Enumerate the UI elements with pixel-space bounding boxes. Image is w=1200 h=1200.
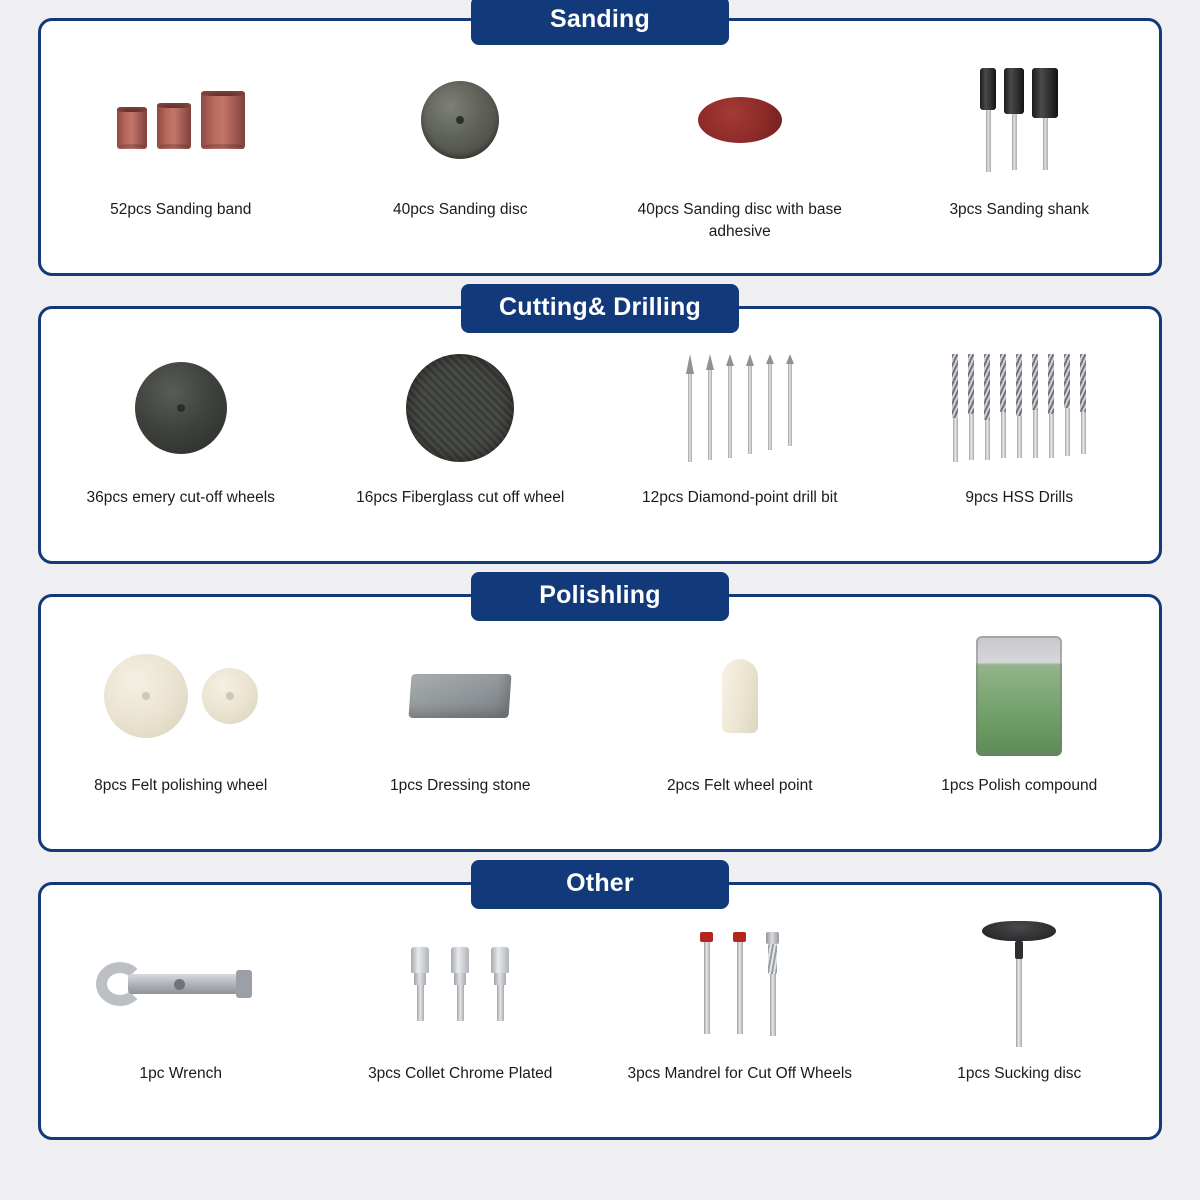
item-caption: 8pcs Felt polishing wheel bbox=[94, 777, 268, 794]
item-sanding-disc-adhesive bbox=[600, 55, 880, 273]
section-title-polishing: Polishling bbox=[471, 572, 729, 621]
section-title-sanding: Sanding bbox=[471, 0, 729, 45]
item-sanding-disc bbox=[321, 55, 601, 273]
item-mandrel-for-cut-off-wheels bbox=[600, 919, 880, 1137]
dressing-stone-icon bbox=[321, 631, 601, 761]
item-felt-wheel-point bbox=[600, 631, 880, 849]
sanding-band-icon bbox=[41, 55, 321, 185]
item-hss-drills bbox=[880, 343, 1160, 561]
item-collet-chrome-plated bbox=[321, 919, 601, 1137]
sucking-disc-icon bbox=[880, 919, 1160, 1049]
sanding-shank-icon bbox=[880, 55, 1160, 185]
item-caption: 9pcs HSS Drills bbox=[965, 489, 1074, 506]
section-items bbox=[41, 597, 1159, 849]
section-title-other: Other bbox=[471, 860, 729, 909]
section-cutting-drilling bbox=[38, 293, 1162, 564]
collet-icon bbox=[321, 919, 601, 1049]
felt-wheel-point-icon bbox=[600, 631, 880, 761]
sanding-disc-adhesive-icon bbox=[600, 55, 880, 185]
section-other bbox=[38, 869, 1162, 1140]
item-caption: 40pcs Sanding disc bbox=[393, 201, 528, 218]
section-items bbox=[41, 21, 1159, 273]
item-felt-polishing-wheel bbox=[41, 631, 321, 849]
hss-drill-icon bbox=[880, 343, 1160, 473]
item-caption: 1pcs Sucking disc bbox=[957, 1065, 1082, 1082]
item-caption: 1pcs Dressing stone bbox=[390, 777, 531, 794]
wrench-icon bbox=[41, 919, 321, 1049]
item-caption: 3pcs Mandrel for Cut Off Wheels bbox=[627, 1065, 853, 1082]
item-caption: 12pcs Diamond-point drill bit bbox=[641, 489, 838, 506]
item-caption: 52pcs Sanding band bbox=[110, 201, 252, 218]
item-sanding-band bbox=[41, 55, 321, 273]
item-caption: 1pc Wrench bbox=[139, 1065, 222, 1082]
fiberglass-cut-off-wheel-icon bbox=[321, 343, 601, 473]
item-fiberglass-cut-off-wheel bbox=[321, 343, 601, 561]
item-caption: 1pcs Polish compound bbox=[941, 777, 1098, 794]
item-sucking-disc bbox=[880, 919, 1160, 1137]
item-caption: 3pcs Collet Chrome Plated bbox=[368, 1065, 553, 1082]
item-caption: 40pcs Sanding disc with base adhesive bbox=[637, 201, 842, 241]
section-items bbox=[41, 885, 1159, 1137]
diamond-point-drill-bit-icon bbox=[600, 343, 880, 473]
felt-polishing-wheel-icon bbox=[41, 631, 321, 761]
mandrel-icon bbox=[600, 919, 880, 1049]
polish-compound-icon bbox=[880, 631, 1160, 761]
item-caption: 16pcs Fiberglass cut off wheel bbox=[356, 489, 565, 506]
section-sanding bbox=[38, 5, 1162, 276]
item-wrench bbox=[41, 919, 321, 1137]
sanding-disc-icon bbox=[321, 55, 601, 185]
item-caption: 36pcs emery cut-off wheels bbox=[86, 489, 275, 506]
item-caption: 3pcs Sanding shank bbox=[949, 201, 1090, 218]
item-caption: 2pcs Felt wheel point bbox=[666, 777, 813, 794]
item-diamond-point-drill-bit bbox=[600, 343, 880, 561]
item-emery-cut-off-wheels bbox=[41, 343, 321, 561]
section-items bbox=[41, 309, 1159, 561]
emery-cut-off-wheel-icon bbox=[41, 343, 321, 473]
item-polish-compound bbox=[880, 631, 1160, 849]
section-title-cutting-drilling: Cutting& Drilling bbox=[461, 284, 739, 333]
section-polishing bbox=[38, 581, 1162, 852]
item-dressing-stone bbox=[321, 631, 601, 849]
item-sanding-shank bbox=[880, 55, 1160, 273]
